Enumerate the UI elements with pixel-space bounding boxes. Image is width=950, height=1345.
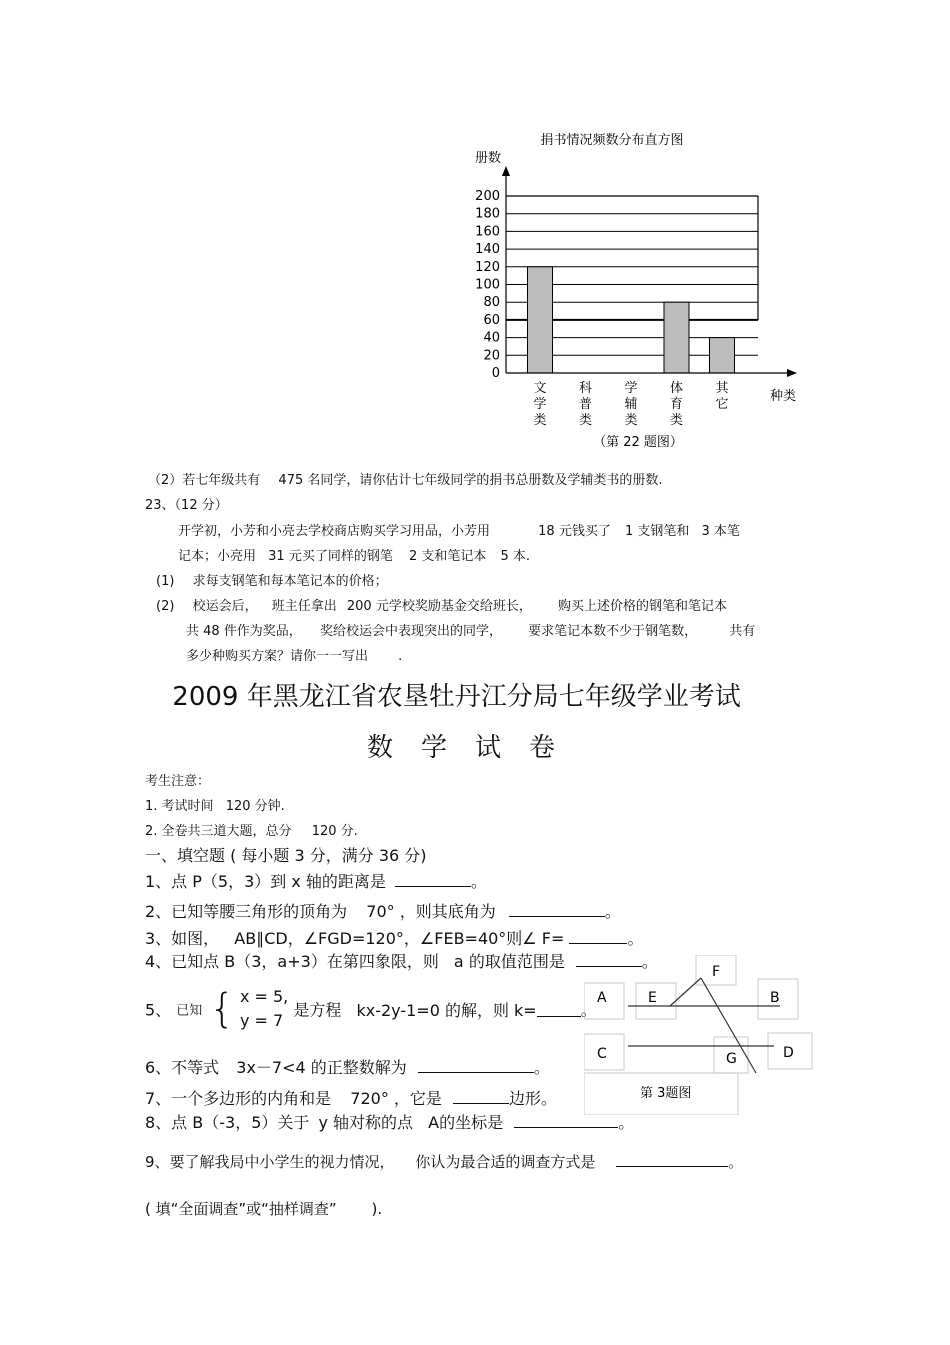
q23-p2d: 购买上述价格的钢笔和笔记本 [557, 599, 727, 614]
question-2 [145, 899, 621, 922]
q23-l2d: 5 本. [500, 549, 531, 564]
q3-text-a: 3、如图， [145, 929, 220, 948]
question-9 [145, 1151, 743, 1172]
q23-p2e: 共 48 件作为奖品， [186, 624, 302, 639]
q23-line2 [178, 545, 530, 564]
q9-text-b: 你认为最合适的调查方式是 [415, 1153, 596, 1171]
y-axis-label: 册数 [474, 151, 502, 166]
notice-heading: 考生注意： [145, 774, 211, 789]
label-a: A [597, 990, 607, 1006]
q23-p2a: 校运会后， [192, 599, 258, 614]
q22-part2 [148, 469, 663, 488]
y-tick-label: 120 [475, 259, 500, 275]
q23-l1b: 18 元钱买了 [538, 524, 611, 539]
q6-text-a: 6、不等式 [145, 1058, 220, 1077]
q5-text-b: 已知 [176, 1003, 203, 1019]
bar [710, 338, 735, 373]
q8-text-b: y 轴对称的点 [318, 1113, 414, 1132]
q4-text-a: 4、已知点 B（3，a+3）在第四象限，则 [145, 952, 439, 971]
bar [528, 267, 553, 373]
q1-end: 。 [471, 872, 488, 891]
q23-part2-line2 [186, 620, 755, 639]
q5-text-a: 5、 [145, 1000, 172, 1020]
q9-answer-blank[interactable] [616, 1152, 728, 1167]
q2-end: 。 [604, 902, 621, 921]
question-9-note [145, 1198, 382, 1219]
y-tick-label: 140 [475, 242, 500, 258]
q23-p2f: 奖给校运会中表现突出的同学， [319, 624, 502, 639]
q23-p2c: 200 元学校奖励基金交给班长， [346, 599, 532, 614]
question-5 [145, 985, 597, 1033]
histogram-chart [460, 120, 820, 460]
q5-text-d: kx-2y-1=0 的解，则 k= [356, 1000, 537, 1020]
x-tick-label: 科普类 [578, 381, 593, 428]
question-7 [145, 1086, 557, 1109]
exam-subtitle: 数学试卷 [366, 733, 583, 763]
q6-end: 。 [533, 1058, 550, 1077]
y-tick-labels [475, 189, 500, 381]
question-3 [145, 926, 643, 949]
q23-l1d: 3 本笔 [701, 524, 740, 539]
q9-end: 。 [728, 1153, 744, 1171]
q2-text-a: 2、已知等腰三角形的顶角为 [145, 902, 348, 921]
y-axis-arrow [502, 166, 510, 176]
q7-text-b: 720° ，它是 [350, 1089, 442, 1108]
q23-l2a: 记本；小亮用 [178, 549, 257, 564]
y-tick-label: 40 [483, 330, 500, 346]
section-1-heading: 一、填空题 ( 每小题 3 分，满分 36 分) [145, 846, 427, 865]
q23-part2-line3 [186, 645, 402, 664]
notice-item-1 [145, 795, 285, 814]
q5-answer-blank[interactable] [537, 1002, 581, 1017]
q8-answer-blank[interactable] [514, 1113, 618, 1128]
q8-text-c: A的坐标是 [428, 1113, 504, 1132]
q1-answer-blank[interactable] [395, 872, 471, 887]
q3-text-b: AB∥CD，∠FGD=120°，∠FEB=40°则∠ F= [234, 929, 565, 948]
q2-text-b: 70° ，则其底角为 [366, 902, 496, 921]
q2-answer-blank[interactable] [509, 902, 605, 917]
y-tick-label: 20 [483, 348, 500, 364]
q22-text-b: 475 名同学，请你估计七年级同学的捐书总册数及学辅类书的册数. [278, 473, 663, 488]
label-f: F [712, 964, 721, 980]
y-tick-label: 0 [491, 366, 500, 381]
question-4 [145, 949, 658, 972]
label-g: G [726, 1051, 737, 1067]
y-tick-label: 60 [483, 312, 500, 328]
line-fe [670, 978, 701, 1006]
y-tick-label: 180 [475, 206, 500, 222]
label-d: D [783, 1045, 794, 1061]
q23-p2i: 多少种购买方案？请你一一写出 [186, 649, 369, 664]
q23-line1 [178, 520, 740, 539]
q1-text: 1、点 P（5，3）到 x 轴的距离是 [145, 872, 386, 891]
label-e: E [648, 990, 657, 1006]
x-tick-label: 学辅类 [624, 381, 638, 428]
q6-text-b: 3x－7<4 的正整数解为 [236, 1058, 407, 1077]
q6-answer-blank[interactable] [418, 1058, 534, 1073]
q3-end: 。 [627, 929, 644, 948]
y-tick-label: 200 [475, 189, 500, 204]
q23-p1-text: 求每支钢笔和每本笔记本的价格； [192, 574, 388, 589]
x-tick-label: 其它 [715, 381, 729, 412]
question-8 [145, 1110, 634, 1133]
chart-caption: （第 22 题图） [593, 435, 683, 450]
q23-p1-num: (1) [156, 574, 175, 589]
x-tick-label: 体育类 [669, 381, 684, 428]
q23-p2-num: (2) [156, 599, 175, 614]
note1a: 1. 考试时间 [145, 799, 214, 814]
q7-text-a: 7、一个多边形的内角和是 [145, 1089, 332, 1108]
q23-l1c: 1 支钢笔和 [624, 524, 690, 539]
label-b: B [770, 990, 780, 1006]
q3-answer-blank[interactable] [569, 929, 627, 944]
q5-end: 。 [580, 1000, 597, 1020]
q23-l2c: 2 支和笔记本 [408, 549, 487, 564]
q23-l1a: 开学初，小芳和小亮去学校商店购买学习用品，小芳用 [178, 524, 491, 539]
label-c: C [597, 1046, 607, 1062]
question-6 [145, 1055, 550, 1078]
q23-p2h: 共有 [729, 624, 756, 639]
x-axis-label: 种类 [769, 389, 797, 404]
q8-end: 。 [618, 1113, 635, 1132]
q8-text-a: 8、点 B（-3，5）关于 [145, 1113, 310, 1132]
q5-brace-icon: { [209, 986, 235, 1032]
q23-part1 [156, 570, 388, 589]
q23-part2-line1 [156, 595, 727, 614]
note1b: 120 分钟. [225, 799, 285, 814]
notice-item-2 [145, 820, 358, 839]
x-axis-arrow [787, 369, 797, 377]
q4-end: 。 [641, 952, 658, 971]
q9-text-a: 9、要了解我局中小学生的视力情况， [145, 1153, 395, 1171]
q23-p2j: . [398, 649, 403, 664]
question-1 [145, 869, 487, 892]
q5-text-c: 是方程 [293, 1000, 342, 1020]
x-category-labels [533, 380, 729, 428]
q4-text-b: a 的取值范围是 [453, 952, 565, 971]
q5-eq2: y = 7 [239, 1011, 284, 1030]
q23-heading: 23、（12 分） [145, 498, 228, 513]
note2b: 120 分. [311, 824, 358, 839]
q9-note-text: ( 填“全面调查”或“抽样调查” [145, 1200, 337, 1218]
x-tick-label: 文学类 [533, 381, 547, 428]
q9-note-end: ). [371, 1200, 383, 1218]
y-tick-label: 80 [483, 295, 500, 311]
q23-l2b: 31 元买了同样的钢笔 [268, 549, 393, 564]
q5-equation-system [240, 985, 288, 1033]
bar [664, 302, 689, 373]
q7-answer-blank[interactable] [453, 1089, 509, 1104]
note2a: 2. 全卷共三道大题，总分 [145, 824, 292, 839]
y-tick-label: 100 [475, 277, 500, 293]
q7-text-c: 边形。 [509, 1089, 558, 1108]
figure-3 [584, 955, 820, 1115]
y-tick-label: 160 [475, 224, 500, 240]
q23-p2g: 要求笔记本数不少于钢笔数， [528, 624, 698, 639]
chart-title: 捐书情况频数分布直方图 [540, 133, 684, 148]
q5-eq1: x = 5, [239, 987, 289, 1006]
figure-caption: 第 3题图 [640, 1086, 692, 1101]
q22-text-a: （2）若七年级共有 [148, 473, 261, 488]
q23-p2b: 班主任拿出 [271, 599, 337, 614]
exam-title: 2009 年黑龙江省农垦牡丹江分局七年级学业考试 [172, 682, 741, 712]
